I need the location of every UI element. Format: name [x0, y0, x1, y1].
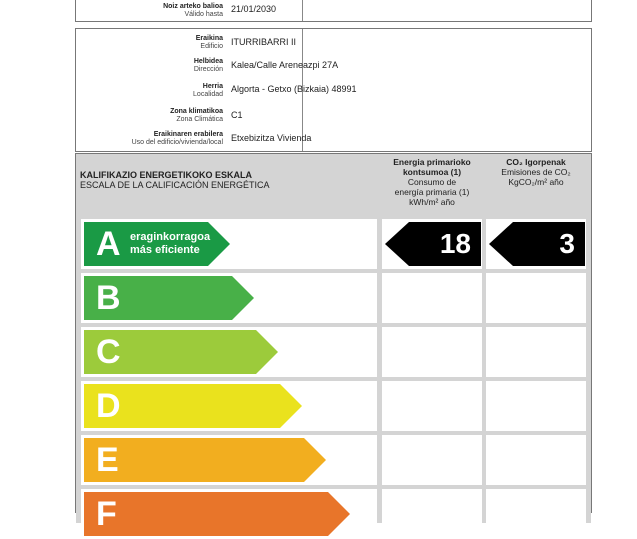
band-arrow-d: [84, 384, 302, 428]
climate-zone-label-es: Zona Climática: [176, 116, 223, 123]
primary-energy-cell: [382, 435, 482, 485]
co2-cell: [486, 435, 586, 485]
band-caption: eraginkorragoa más eficiente: [130, 231, 211, 256]
building-label-eu: Eraikina: [195, 35, 223, 42]
co2-cell: [486, 381, 586, 431]
scale-title-eu: KALIFIKAZIO ENERGETIKOKO ESKALA: [80, 170, 253, 180]
band-arrow-f: [84, 492, 350, 536]
usage-value: Etxebizitza Vivienda: [231, 133, 312, 143]
co2-cell: [486, 327, 586, 377]
address-value: Kalea/Calle Areneazpi 27A: [231, 60, 339, 70]
ep-header-line1: Energia primarioko: [393, 157, 471, 167]
band-letter: B: [96, 279, 121, 317]
scale-header: [76, 154, 591, 213]
primary-energy-rating: [385, 222, 481, 266]
co2-header-unit: KgCO₂/m² año: [508, 177, 564, 187]
divider: [302, 0, 303, 21]
scale-title: [80, 170, 270, 190]
band-letter: E: [96, 441, 119, 479]
usage-label: [76, 131, 223, 147]
building-label: [76, 35, 223, 51]
locality-label-es: Localidad: [193, 91, 223, 98]
ep-header-line3: Consumo de: [407, 177, 457, 187]
co2-column-header: [484, 157, 588, 187]
usage-label-es: Uso del edificio/vivienda/local: [131, 139, 223, 146]
primary-energy-cell: [382, 489, 482, 539]
co2-cell: [486, 489, 586, 539]
scale-bands: [76, 213, 591, 533]
ep-header-line4: energía primaria (1): [394, 187, 470, 197]
address-label-es: Dirección: [193, 66, 223, 73]
scale-title-es: ESCALA DE LA CALIFICACIÓN ENERGÉTICA: [80, 180, 270, 190]
band-letter: D: [96, 387, 121, 425]
validity-value: 21/01/2030: [231, 4, 277, 14]
address-label: [76, 58, 223, 74]
usage-label-eu: Eraikinaren erabilera: [153, 131, 223, 138]
band-arrow-b: [84, 276, 254, 320]
locality-value: Algorta - Getxo (Bizkaia) 48991: [231, 84, 357, 94]
primary-energy-column-header: [382, 157, 482, 207]
band-arrow-e: [84, 438, 326, 482]
climate-zone-label-eu: Zona klimatikoa: [170, 108, 223, 115]
validity-label-eu: Noiz arteko balioa: [163, 3, 223, 10]
locality-label: [76, 83, 223, 99]
climate-zone-label: [76, 108, 223, 124]
co2-rating: [489, 222, 585, 266]
co2-rating-value: 3: [559, 228, 575, 259]
building-value: ITURRIBARRI II: [231, 37, 297, 47]
ep-header-line2: kontsumoa (1): [402, 167, 462, 177]
co2-cell: [486, 273, 586, 323]
band-letter: A: [96, 225, 121, 263]
building-label-es: Edificio: [200, 43, 223, 50]
energy-scale-section: [75, 153, 592, 533]
band-letter: C: [96, 333, 121, 371]
building-info-section: [75, 28, 592, 152]
co2-header-line2: Emisiones de CO₂: [501, 167, 571, 177]
locality-label-eu: Herria: [202, 83, 223, 90]
band-arrow-c: [84, 330, 278, 374]
address-label-eu: Helbidea: [193, 58, 223, 65]
co2-header-line1: CO₂ Igorpenak: [506, 157, 566, 167]
validity-label-es: Válido hasta: [184, 11, 223, 18]
band-letter: F: [96, 495, 117, 533]
ep-header-unit: kWh/m² año: [409, 197, 455, 207]
band-arrow-a: [84, 222, 230, 266]
primary-energy-cell: [382, 327, 482, 377]
validity-label: [76, 3, 223, 19]
validity-section: [75, 0, 592, 22]
primary-energy-cell: [382, 273, 482, 323]
climate-zone-value: C1: [231, 110, 243, 120]
primary-energy-cell: [382, 381, 482, 431]
primary-energy-rating-value: 18: [439, 228, 471, 259]
